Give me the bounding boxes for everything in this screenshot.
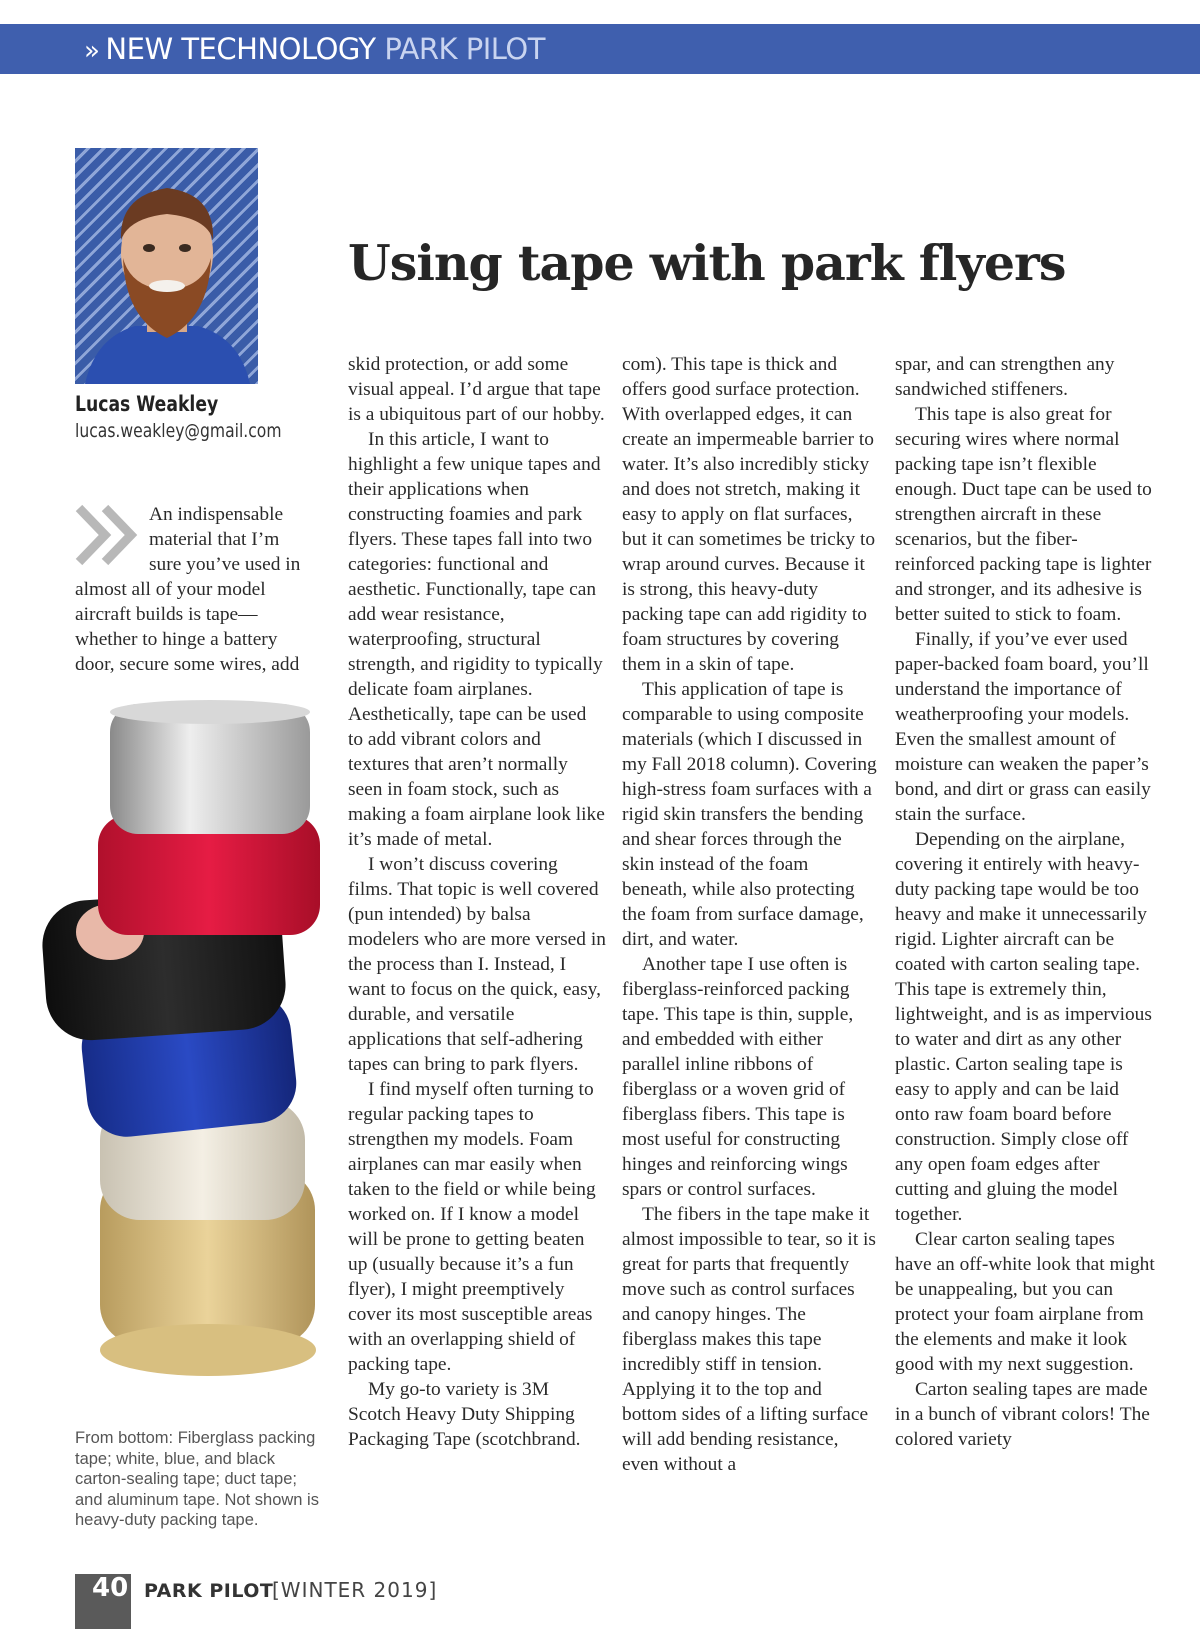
author-name: Lucas Weakley [75,392,219,416]
author-portrait-icon [75,148,258,384]
photo-caption: From bottom: Fiberglass packing tape; white, blue, and black carton-sealing tape; duct tape; and aluminum tape. Not shown is heavy-duty packing tape. [75,1429,319,1529]
article-paragraph: The fibers in the tape make it almost impossible to tear, so it is great for parts that frequently move such as control surfaces and canopy hinges. The fiberglass makes this tape incredibly stiff in tension. Applying it to the top and bottom sides of a lifting surface will add bending resistance, even without a [622,1204,876,1475]
article-paragraph: This application of tape is comparable to using composite materials (which I discussed in my Fall 2018 column). Covering high-stress foam surfaces with a rigid skin transfers the bending and shear forces through the skin instead of the foam beneath, while also protecting the foam from surface damage, dirt, and water. [622,679,877,950]
section-label: NEW TECHNOLOGY [105,32,376,66]
double-chevron-icon [75,504,145,566]
article-column-1 [348,352,606,1452]
footer-magazine-name: PARK PILOT [144,1580,274,1602]
author-email[interactable]: lucas.weakley@gmail.com [75,420,282,442]
article-paragraph: Another tape I use often is fiberglass-reinforced packing tape. This tape is thin, supple, and embedded with either parallel inline ribbons of fiberglass or a woven grid of fiberglass fibers. This tape is most useful for constructing hinges and reinforcing wings spars or control surfaces. [622,954,854,1200]
page-number: 40 [92,1573,129,1603]
section-header [84,28,545,72]
section-header-bar [0,24,1200,74]
article-paragraph: com). This tape is thick and offers good surface protection. With overlapped edges, it can create an impermeable barrier to water. It’s also incredibly sticky and does not stretch, making it easy to apply on flat surfaces, but it can sometimes be tricky to wrap around curves. Because it is strong, this heavy-duty packing tape can add rigidity to foam structures by covering them in a skin of tape. [622,354,876,675]
article-title: Using tape with park flyers [348,234,1066,292]
intro-text: An indispensable material that I’m sure you’ve used in almost all of your model aircraft builds is tape—whether to hinge a battery door, secure some wires, add [75,504,301,675]
article-paragraph: I won’t discuss covering films. That topic is well covered (pun intended) by balsa modelers who are more versed in the process than I. Instead, I want to focus on the quick, easy, durable, and versatile applications that self-adhering tapes can bring to park flyers. [348,854,606,1075]
article-paragraph: Carton sealing tapes are made in a bunch of vibrant colors! The colored variety [895,1379,1150,1450]
article-column-3 [895,352,1155,1452]
tape-rolls-icon [40,700,320,1410]
article-paragraph: Finally, if you’ve ever used paper-backed foam board, you’ll understand the importance of weatherproofing your models. Even the smallest amount of moisture can weaken the paper’s bond, and dirt or grass can easily stain the surface. [895,629,1151,825]
article-paragraph: This tape is also great for securing wires where normal packing tape isn’t flexible enough. Duct tape can be used to strengthen aircraft in these scenarios, but the fiber-reinforced packing tape is lighter and stronger, and its adhesive is better suited to stick to foam. [895,404,1152,625]
author-photo [75,148,258,384]
article-paragraph: spar, and can strengthen any sandwiched stiffeners. [895,354,1115,400]
tape-stack-photo [40,700,320,1410]
footer-issue: [WINTER 2019] [272,1578,438,1602]
article-column-2 [622,352,878,1477]
article-paragraph: Clear carton sealing tapes have an off-white look that might be unappealing, but you can protect your foam airplane from the elements and make it look good with my next suggestion. [895,1229,1155,1375]
article-paragraph: skid protection, or add some visual appeal. I’d argue that tape is a ubiquitous part of our hobby. [348,354,605,425]
brand-label: PARK PILOT [384,32,545,66]
article-paragraph: My go-to variety is 3M Scotch Heavy Duty Shipping Packaging Tape (scotchbrand. [348,1379,581,1450]
article-paragraph: I find myself often turning to regular packing tapes to strengthen my models. Foam airplanes can mar easily when taken to the field or while being worked on. If I know a model will be prone to getting beaten up (usually because it’s a fun flyer), I might preemptively cover its most susceptible areas with an overlapping shield of packing tape. [348,1079,596,1375]
article-paragraph: In this article, I want to highlight a few unique tapes and their applications when constructing foamies and park flyers. These tapes fall into two categories: functional and aesthetic. Functionally, tape can add wear resistance, waterproofing, structural strength, and rigidity to typically delicate foam airplanes. Aesthetically, tape can be used to add vibrant colors and textures that aren’t normally seen in foam stock, such as making a foam airplane look like it’s made of metal. [348,429,605,850]
chevron-icon: » [84,36,100,66]
article-paragraph: Depending on the airplane, covering it entirely with heavy-duty packing tape would be too heavy and make it unnecessarily rigid. Lighter aircraft can be coated with carton sealing tape. This tape is extremely thin, lightweight, and is as impervious to water and dirt as any other plastic. Carton sealing tape is easy to apply and can be laid onto raw foam board before construction. Simply close off any open foam edges after cutting and gluing the model together. [895,829,1152,1225]
article-intro [75,502,315,677]
